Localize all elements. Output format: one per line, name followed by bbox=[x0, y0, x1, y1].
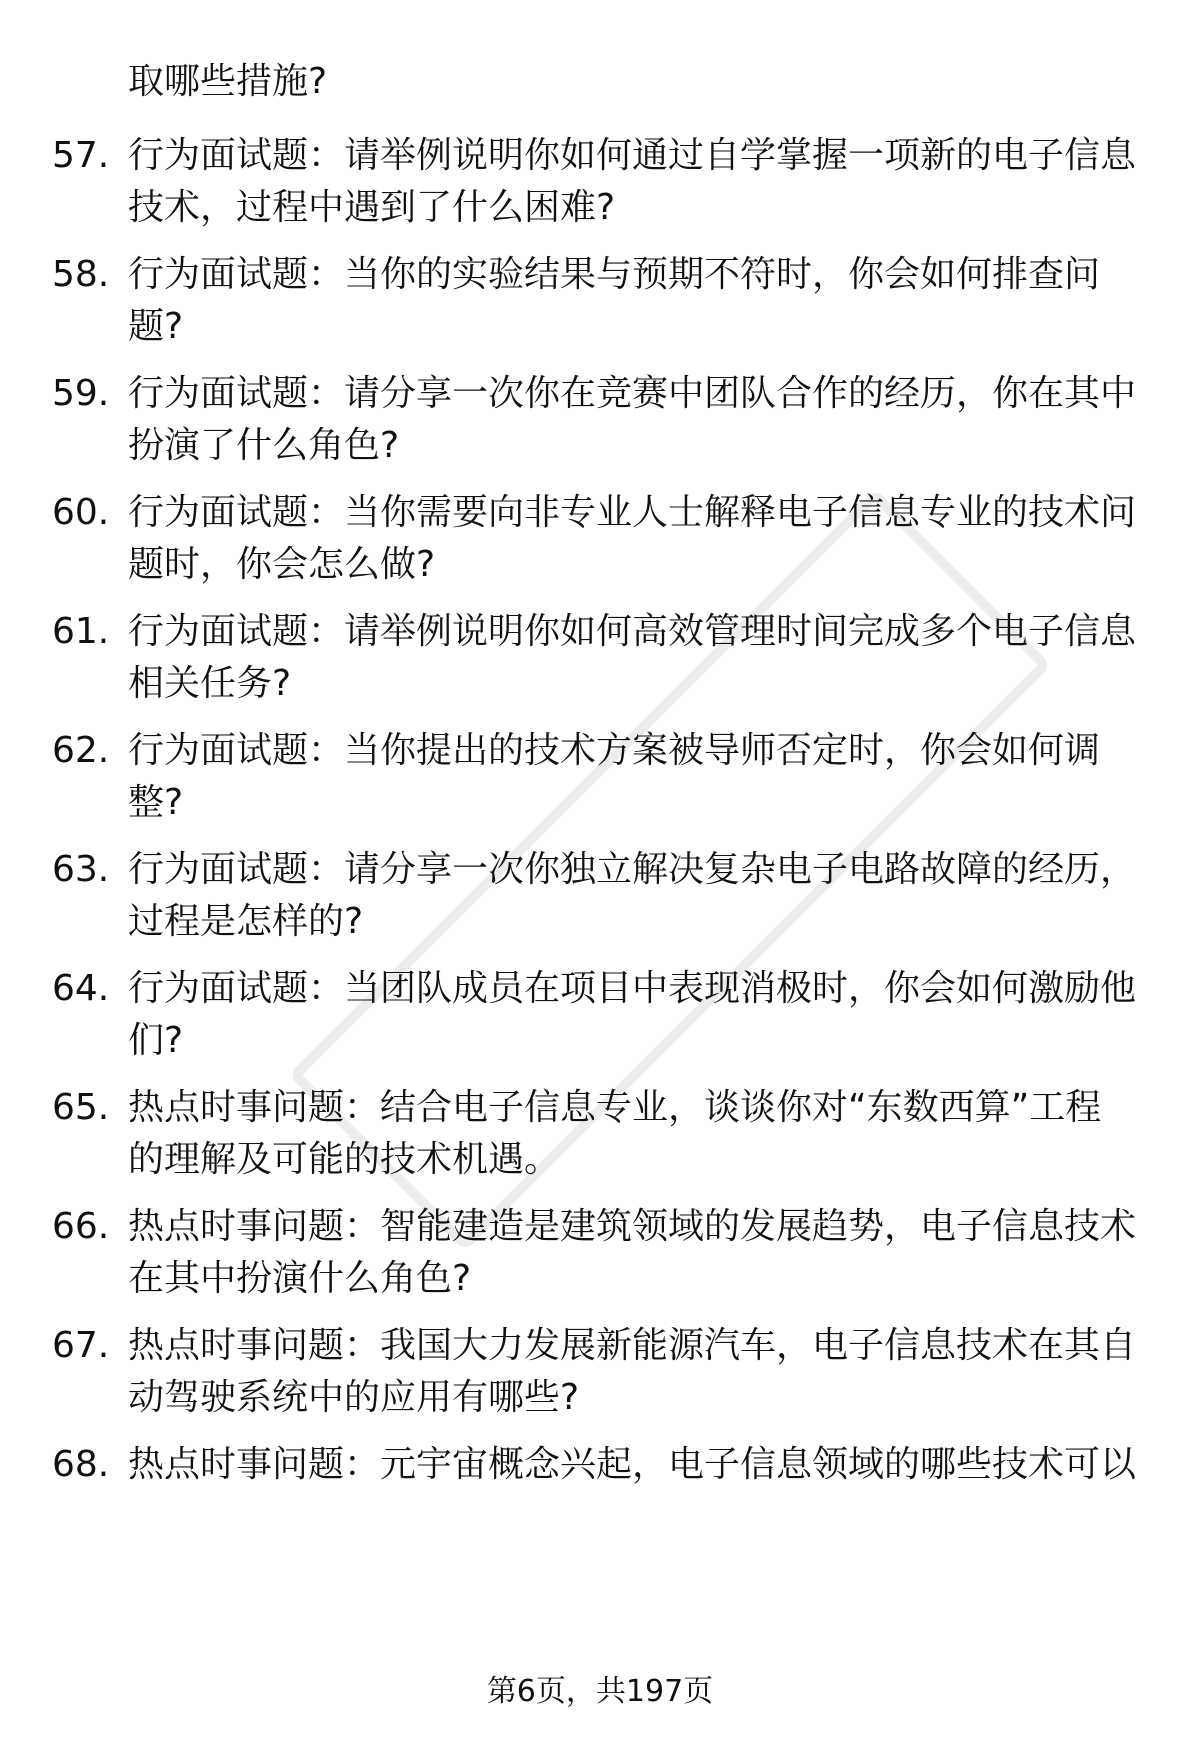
item-text-line: 扮演了什么角色? bbox=[128, 425, 400, 466]
item-text-line: 的理解及可能的技术机遇。 bbox=[128, 1139, 561, 1180]
item-number: 66. bbox=[52, 1206, 110, 1247]
item-number: 68. bbox=[52, 1444, 110, 1485]
item-text-line: 题时，你会怎么做? bbox=[128, 544, 436, 585]
page-footer: 第6页，共197页 bbox=[486, 1674, 714, 1709]
item-text-line: 行为面试题：当你提出的技术方案被导师否定时，你会如何调 bbox=[128, 730, 1101, 771]
item-text bbox=[128, 1201, 1198, 1305]
item-text bbox=[128, 725, 1198, 829]
item-text-line: 热点时事问题：元宇宙概念兴起，电子信息领域的哪些技术可以 bbox=[128, 1444, 1137, 1485]
item-text-line: 行为面试题：请举例说明你如何通过自学掌握一项新的电子信息 bbox=[128, 135, 1137, 176]
item-text-line: 行为面试题：请举例说明你如何高效管理时间完成多个电子信息 bbox=[128, 611, 1137, 652]
item-number: 62. bbox=[52, 730, 110, 771]
item-text-line: 热点时事问题：智能建造是建筑领域的发展趋势，电子信息技术 bbox=[128, 1206, 1137, 1247]
item-number: 65. bbox=[52, 1087, 110, 1128]
item-number: 67. bbox=[52, 1325, 110, 1366]
item-text-line: 整? bbox=[128, 782, 184, 823]
item-number: 61. bbox=[52, 611, 110, 652]
item-number: 64. bbox=[52, 968, 110, 1009]
item-number: 57. bbox=[52, 135, 110, 176]
item-text bbox=[128, 606, 1198, 710]
item-text bbox=[128, 249, 1198, 353]
item-text-line: 行为面试题：当你的实验结果与预期不符时，你会如何排查问 bbox=[128, 254, 1101, 295]
item-number: 60. bbox=[52, 492, 110, 533]
item-text-line: 行为面试题：当你需要向非专业人士解释电子信息专业的技术问 bbox=[128, 492, 1137, 533]
item-text-line: 题? bbox=[128, 306, 184, 347]
item-text-line: 行为面试题：请分享一次你在竞赛中团队合作的经历，你在其中 bbox=[128, 373, 1137, 414]
item-number: 59. bbox=[52, 373, 110, 414]
item-text-line: 热点时事问题：结合电子信息专业，谈谈你对“东数西算”工程 bbox=[128, 1087, 1102, 1128]
item-text-line: 动驾驶系统中的应用有哪些? bbox=[128, 1377, 580, 1418]
item-text-line: 在其中扮演什么角色? bbox=[128, 1258, 472, 1299]
item-number: 63. bbox=[52, 849, 110, 890]
item-text bbox=[128, 130, 1198, 234]
item-text-line: 技术，过程中遇到了什么困难? bbox=[128, 187, 616, 228]
item-text bbox=[128, 487, 1198, 591]
item-number: 58. bbox=[52, 254, 110, 295]
item-text-line: 过程是怎样的? bbox=[128, 901, 364, 942]
item-text-line: 热点时事问题：我国大力发展新能源汽车，电子信息技术在其自 bbox=[128, 1325, 1137, 1366]
item-text-line: 行为面试题：请分享一次你独立解决复杂电子电路故障的经历， bbox=[128, 849, 1137, 890]
item-text bbox=[128, 368, 1198, 472]
continuation-line: 取哪些措施? bbox=[128, 61, 328, 102]
item-text bbox=[128, 1439, 1198, 1491]
item-text-line: 相关任务? bbox=[128, 663, 292, 704]
item-text-line: 们? bbox=[128, 1020, 184, 1061]
item-text bbox=[128, 1082, 1198, 1186]
item-text bbox=[128, 1320, 1198, 1424]
item-text bbox=[128, 844, 1198, 948]
item-text bbox=[128, 963, 1198, 1067]
item-text-line: 行为面试题：当团队成员在项目中表现消极时，你会如何激励他 bbox=[128, 968, 1137, 1009]
